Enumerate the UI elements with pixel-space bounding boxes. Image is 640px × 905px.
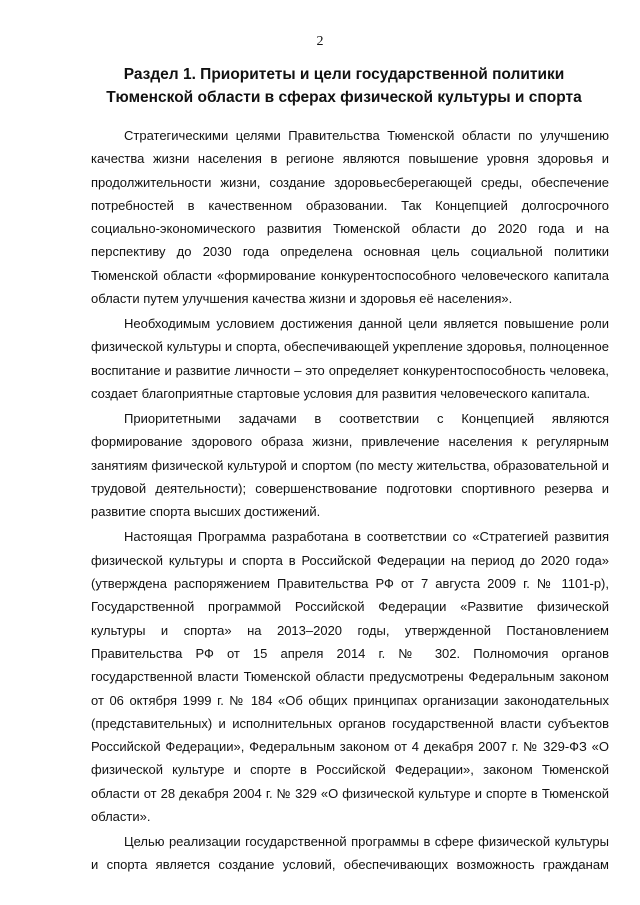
paragraph — [91, 312, 609, 405]
paragraph-line: формирование здорового образа жизни, привлечение населения к регулярным — [91, 434, 609, 450]
paragraph-line: и спорта является создание условий, обеспечивающих возможность гражданам — [91, 857, 609, 873]
paragraph-line: занятиям физической культурой и спортом (по месту жительства, образовательной и — [91, 457, 609, 473]
paragraph-line: физической культуры и спорта в Российской Федерации на период до 2020 года» — [91, 552, 609, 568]
paragraph-line: Необходимым условием достижения данной цели является повышение роли — [124, 316, 609, 332]
paragraph-line: Тюменской области «формирование конкурентоспособного человеческого капитала — [91, 267, 609, 283]
paragraph-line: Правительства РФ от 15 апреля 2014 г. № 302. Полномочия органов — [91, 645, 609, 661]
paragraph-line: трудовой деятельности); совершенствование подготовки спортивного резерва и — [91, 481, 609, 497]
paragraph — [91, 830, 609, 877]
paragraph-line: социально-экономического развития Тюменской области до 2020 года и на — [91, 221, 609, 237]
paragraph-line: Российской Федерации», Федеральным законом от 4 декабря 2007 г. № 329-ФЗ «О — [91, 739, 609, 755]
paragraph-line: Целью реализации государственной программы в сфере физической культуры — [124, 834, 609, 850]
paragraph — [91, 407, 609, 523]
paragraph-line: Государственной программой Российской Федерации «Развитие физической — [91, 599, 609, 615]
paragraph — [91, 525, 609, 828]
paragraph-line: Стратегическими целями Правительства Тюменской области по улучшению — [124, 128, 609, 143]
paragraph-line: государственной власти Тюменской области предусмотрены Федеральным законом — [91, 669, 609, 685]
document-body — [91, 124, 609, 878]
paragraph-line: развитие спорта высших достижений. — [91, 504, 321, 520]
paragraph-line: качества жизни населения в регионе являются повышение уровня здоровья и — [91, 151, 609, 167]
paragraph-line: (утверждена распоряжением Правительства РФ от 7 августа 2009 г. № 1101-р), — [91, 576, 609, 592]
paragraph-line: (представительных) и исполнительных органов государственной власти субъектов — [91, 715, 609, 731]
paragraph-line: перспективу до 2030 года определена основная цель социальной политики — [91, 244, 609, 260]
paragraph-line: Настоящая Программа разработана в соответствии со «Стратегией развития — [124, 529, 609, 545]
paragraph-line: воспитание и развитие личности – это определяет конкурентоспособность человека, — [91, 362, 609, 378]
paragraph-line: от 06 октября 1999 г. № 184 «Об общих принципах организации законодательных — [91, 692, 609, 708]
paragraph-line: Приоритетными задачами в соответствии с Концепцией являются — [124, 411, 609, 427]
section-title-line-2: Тюменской области в сферах физической культуры и спорта — [106, 89, 582, 106]
paragraph-line: физической культуры и спорта, обеспечивающей укрепление здоровья, полноценное — [91, 339, 609, 355]
paragraph-line: создает благоприятные стартовые условия для развития человеческого капитала. — [91, 386, 591, 402]
page-number: 2 — [316, 34, 324, 49]
section-title-line-1: Раздел 1. Приоритеты и цели государственной политики — [123, 66, 565, 83]
paragraph-line: культуры и спорта» на 2013–2020 годы, утвержденной Постановлением — [91, 622, 609, 638]
paragraph-line: продолжительности жизни, создание здоровьесберегающей среды, обеспечение — [91, 174, 609, 190]
paragraph-line: области». — [91, 809, 151, 824]
paragraph-line: потребностей в качественном образовании. Так Концепцией долгосрочного — [91, 197, 609, 213]
paragraph — [91, 124, 609, 310]
paragraph-line: области от 28 декабря 2004 г. № 329 «О физической культуре и спорте в Тюменской — [91, 785, 609, 801]
section-title — [80, 63, 608, 109]
paragraph-line: области путем улучшения качества жизни и здоровья её населения». — [91, 291, 513, 307]
paragraph-line: физической культуре и спорте в Российской Федерации», законом Тюменской — [91, 762, 609, 778]
